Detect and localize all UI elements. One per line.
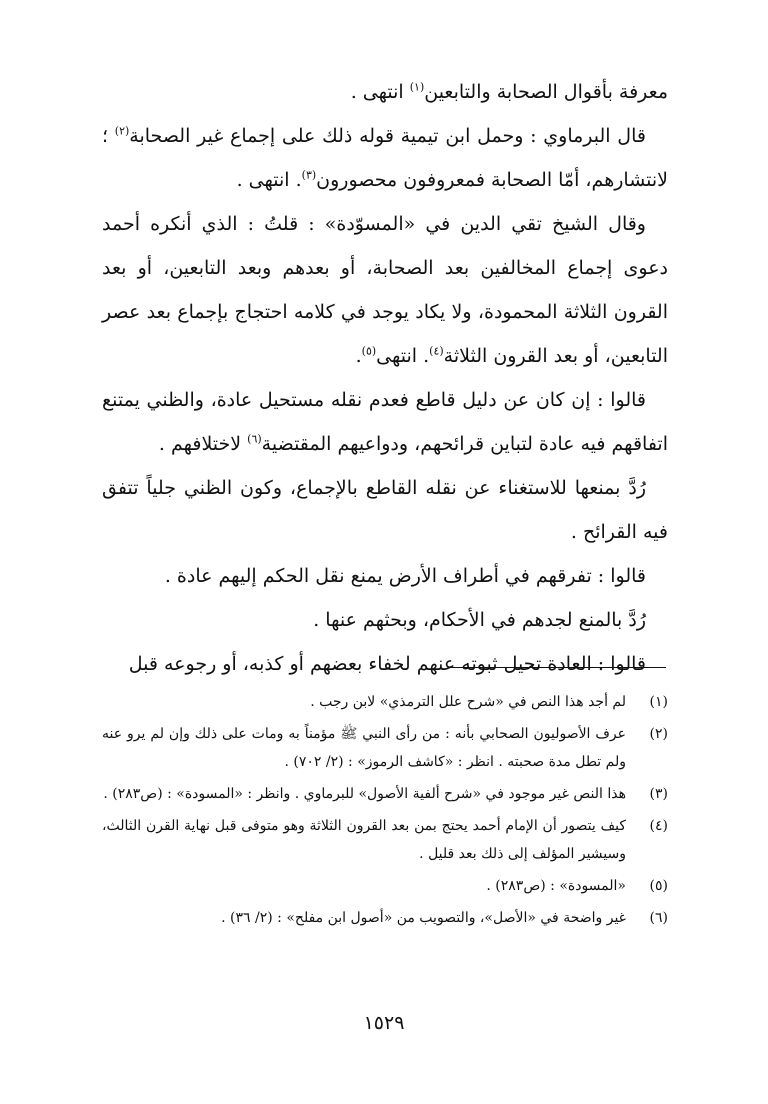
footnote-ref: (٣) [301, 168, 317, 182]
paragraph-8: قالوا : العادة تحيل ثبوته عنهم لخفاء بعضهم أو كذبه، أو رجوعه قبل [128, 653, 646, 675]
footnote-2 [102, 720, 668, 776]
paragraph-5: رُدَّ بمنعها للاستغناء عن نقله القاطع بالإجماع، وكون الظني جلياً تتفق فيه القرائح . [102, 477, 668, 543]
footnote-4 [102, 812, 668, 868]
footnote-divider [450, 667, 666, 668]
footnote-ref: (٥) [361, 344, 377, 358]
footnote-text: هذا النص غير موجود في «شرح ألفية الأصول» للبرماوي . وانظر : «المسودة» : (ص٢٨٣) . [103, 786, 626, 802]
main-text [102, 70, 668, 686]
footnote-number: (٦) [649, 910, 668, 926]
footnote-text: عرف الأصوليون الصحابي بأنه : من رأى النبي ﷺ مؤمناً به ومات على ذلك وإن لم يرو عنه ولم تطل مدة صحبته . انظر : «كاشف الرموز» : (٢/ ٧٠٢) . [102, 726, 626, 770]
paragraph-3: وقال الشيخ تقي الدين في «المسوّدة» : قلتُ : الذي أنكره أحمد دعوى إجماع المخالفين بعد الصحابة، أو بعدهم وبعد التابعين، أو بعد القرون الثلاثة المحمودة، ولا يكاد يوجد في كلامه احتجاج بإجماع بعد عصر التابعين، أو بعد القرون الثلاثة$^{(٤)}$. انتهى$^{(٥)}$. [102, 213, 668, 367]
paragraph-2: قال البرماوي : وحمل ابن تيمية قوله ذلك على إجماع غير الصحابة$^{(٢)}$ ؛ لانتشارهم، أمّا الصحابة فمعروفون محصورون$^{(٣)}$. انتهى . [102, 124, 668, 191]
footnotes [102, 688, 668, 936]
footnote-number: (٢) [649, 726, 668, 742]
footnote-6 [102, 904, 668, 932]
footnote-number: (٤) [649, 818, 668, 834]
footnote-ref: (١) [409, 80, 425, 94]
paragraph-6: قالوا : تفرقهم في أطراف الأرض يمنع نقل الحكم إليهم عادة . [164, 565, 646, 587]
footnote-ref: (٢) [114, 124, 130, 138]
footnote-ref: (٤) [429, 344, 444, 358]
paragraph-4: قالوا : إن كان عن دليل قاطع فعدم نقله مستحيل عادة، والظني يمتنع اتفاقهم فيه عادة لتباين قرائحهم، ودواعيهم المقتضية$^{(٦)}$ لاختلافهم . [102, 389, 668, 455]
footnote-text: كيف يتصور أن الإمام أحمد يحتج بمن بعد القرون الثلاثة وهو متوفى قبل نهاية القرن الثالث، وسيشير المؤلف إلى ذلك بعد قليل . [102, 818, 626, 862]
footnote-1 [102, 688, 668, 716]
footnote-text: لم أجد هذا النص في «شرح علل الترمذي» لابن رجب . [310, 694, 626, 710]
footnote-number: (٥) [649, 878, 668, 894]
footnote-number: (٣) [649, 786, 668, 802]
footnote-3 [102, 780, 668, 808]
footnote-text: غير واضحة في «الأصل»، والتصويب من «أصول ابن مفلح» : (٢/ ٣٦) . [221, 910, 626, 926]
paragraph-7: رُدَّ بالمنع لجدهم في الأحكام، وبحثهم عنها . [313, 609, 646, 631]
page-number: ١٥٢٩ [363, 1012, 405, 1034]
paragraph-1: معرفة بأقوال الصحابة والتابعين$^{(١)}$ انتهى . [350, 80, 668, 103]
footnote-number: (١) [649, 694, 668, 710]
footnote-ref: (٦) [247, 432, 262, 446]
footnote-5 [102, 872, 668, 900]
footnote-text: «المسودة» : (ص٢٨٣) . [486, 878, 626, 894]
